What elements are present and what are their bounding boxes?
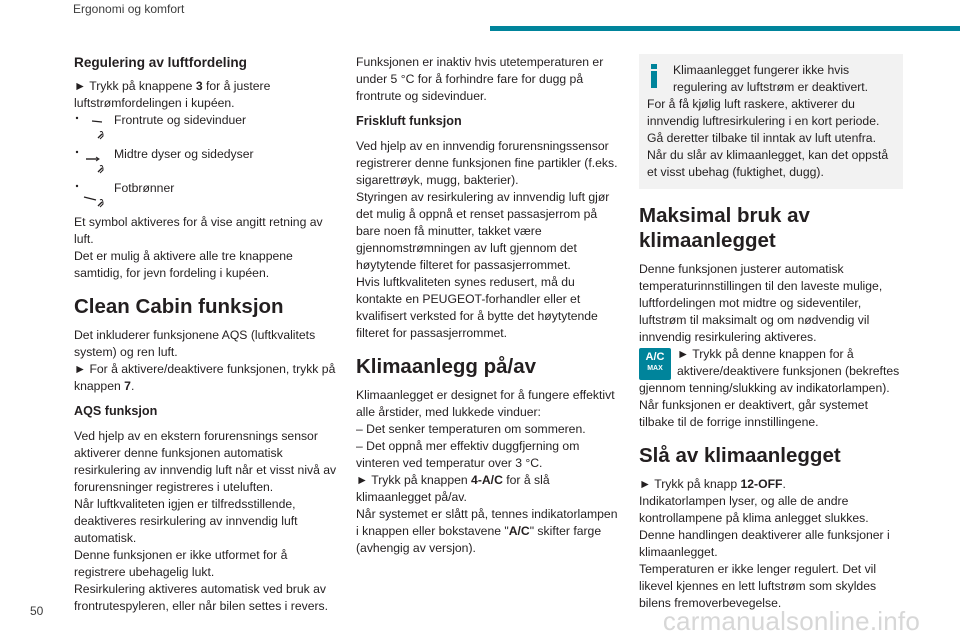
max-ac-off-text: Når funksjonen er deaktivert, går systemet tilbake til de forrige innstillingene. <box>639 398 868 429</box>
fresh-air-heading: Friskluft funksjon <box>356 114 462 128</box>
airflow-option-label: Frontrute og sidevinduer <box>114 113 247 127</box>
footwell-airflow-icon <box>74 180 108 212</box>
airflow-option-label: Fotbrønner <box>114 181 175 195</box>
info-line-1: Klimaanlegget fungerer ikke hvis regulering av luftstrøm er deaktivert. <box>673 63 869 94</box>
aqs-text-2: Når luftkvaliteten igjen er tilfredsstillende, deaktiveres resirkulering av innvendig luft automatisk. <box>74 497 298 545</box>
ac-on-off-heading: Klimaanlegg på/av <box>356 355 537 378</box>
clean-cabin-heading: Clean Cabin funksjon <box>74 295 284 318</box>
ac-off-text-1: Indikatorlampen lyser, og alle de andre kontrollampene på klima anlegget slukkes. <box>639 494 869 525</box>
column-2 <box>356 54 618 557</box>
ac-off-press: ► Trykk på knapp 12-OFF. <box>639 477 786 491</box>
ac-on-text: Når systemet er slått på, tennes indikatorlampen i knappen eller bokstavene "A/C" skifter farge (avhengig av versjon). <box>356 507 618 555</box>
aqs-text-1: Ved hjelp av en ekstern forurensnings sensor aktiverer denne funksjonen automatisk resirkulering av innvendig luft når et visst nivå av forurensninger registreres i uteluften. <box>74 429 337 494</box>
max-ac-text: Denne funksjonen justerer automatisk temperaturinnstillingen til den laveste mulige, luftfordelingen mot midtre og sideventiler, luftstrøm til maksimalt og om nødvendig vil innvendig resirkulering aktiveres. <box>639 262 883 344</box>
symbol-text: Et symbol aktiveres for å vise angitt retning av luft. <box>74 215 323 246</box>
airflow-intro: ► Trykk på knappene 3 for å justere luftstrømfordelingen i kupéen. <box>74 79 271 110</box>
info-line-3: Når du slår av klimaanlegget, kan det oppstå et visst ubehag (fuktighet, dugg). <box>647 148 889 179</box>
fresh-air-text-3: Hvis luftkvaliteten synes redusert, må du kontakte en PEUGEOT-forhandler eller et kvalifisert verksted for å bytte det høytytende filteret for passasjerrommet. <box>356 275 598 340</box>
all-buttons-text: Det er mulig å aktivere alle tre knappene samtidig, for jevn fordeling i kupéen. <box>74 249 293 280</box>
ac-off-text-2: Denne handlingen deaktiverer alle funksjoner i klimaanlegget. <box>639 528 890 559</box>
aqs-heading: AQS funksjon <box>74 404 158 418</box>
header-accent-bar <box>490 26 960 31</box>
ac-off-heading: Slå av klimaanlegget <box>639 444 841 467</box>
inactive-text: Funksjonen er inaktiv hvis utetemperaturen er under 5 °C for å forhindre fare for dugg på frontrute og sidevinduer. <box>356 55 604 103</box>
airflow-distribution-heading: Regulering av luftfordeling <box>74 55 247 70</box>
clean-cabin-press: ► For å aktivere/deaktivere funksjonen, trykk på knappen 7. <box>74 362 336 393</box>
clean-cabin-text: Det inkluderer funksjonene AQS (luftkvalitets system) og ren luft. <box>74 328 316 359</box>
windscreen-airflow-icon <box>74 112 108 144</box>
ac-bullet-2: – Det oppnå mer effektiv duggfjerning om vinteren ved temperatur over 3 °C. <box>356 439 580 470</box>
airflow-option-vents <box>74 146 342 180</box>
ac-off-text-3: Temperaturen er ikke lenger regulert. Det vil likevel kjennes en lett luftstrøm som skyldes bilens fremoverbevegelse. <box>639 562 877 610</box>
info-icon <box>650 64 658 88</box>
max-ac-heading: Maksimal bruk av klimaanlegget <box>639 204 810 252</box>
ac-bullet-1: – Det senker temperaturen om sommeren. <box>356 422 586 436</box>
page-number: 50 <box>30 604 44 618</box>
max-ac-press: ► Trykk på denne knappen for å aktivere/deaktivere funksjonen (bekreftes gjennom tenning/slukking av indikatorlampen). <box>639 347 900 395</box>
aqs-text-3: Denne funksjonen er ikke utformet for å registrere ubehagelig lukt. <box>74 548 288 579</box>
info-line-2: For å få kjølig luft raskere, aktiverer du innvendig luftresirkulering i en kort periode. Gå deretter tilbake til inntak av luft utenfra. <box>647 97 880 145</box>
fresh-air-text-1: Ved hjelp av en innvendig forurensningssensor registrerer denne funksjonen fine partikler (f.eks. sigarettrøyk, mugg, bakterier). <box>356 139 618 187</box>
ac-text-1: Klimaanlegget er designet for å fungere effektivt alle årstider, med lukkede vinduer: <box>356 388 615 419</box>
ac-max-button-icon: A/C MAX <box>639 348 671 380</box>
watermark: carmanualsonline.info <box>662 606 920 636</box>
column-3 <box>639 54 903 612</box>
airflow-option-label: Midtre dyser og sidedyser <box>114 147 254 161</box>
aqs-text-4: Resirkulering aktiveres automatisk ved bruk av frontrutespyleren, eller når bilen settes i revers. <box>74 582 329 613</box>
fresh-air-text-2: Styringen av resirkulering av innvendig luft gjør det mulig å oppnå et renset passasjerrom på bare noen få minutter, takket være gjennomstrømningen av luft gjennom det høytytende filteret for passasjerrommet. <box>356 190 610 272</box>
info-box <box>639 54 903 189</box>
airflow-option-windscreen <box>74 112 342 146</box>
ac-press: ► Trykk på knappen 4-A/C for å slå klimaanlegget på/av. <box>356 473 550 504</box>
header-title: Ergonomi og komfort <box>73 2 185 16</box>
vents-airflow-icon <box>74 146 108 178</box>
airflow-option-footwell <box>74 180 342 214</box>
column-1 <box>74 54 342 615</box>
max-ac-press-block <box>639 346 903 397</box>
